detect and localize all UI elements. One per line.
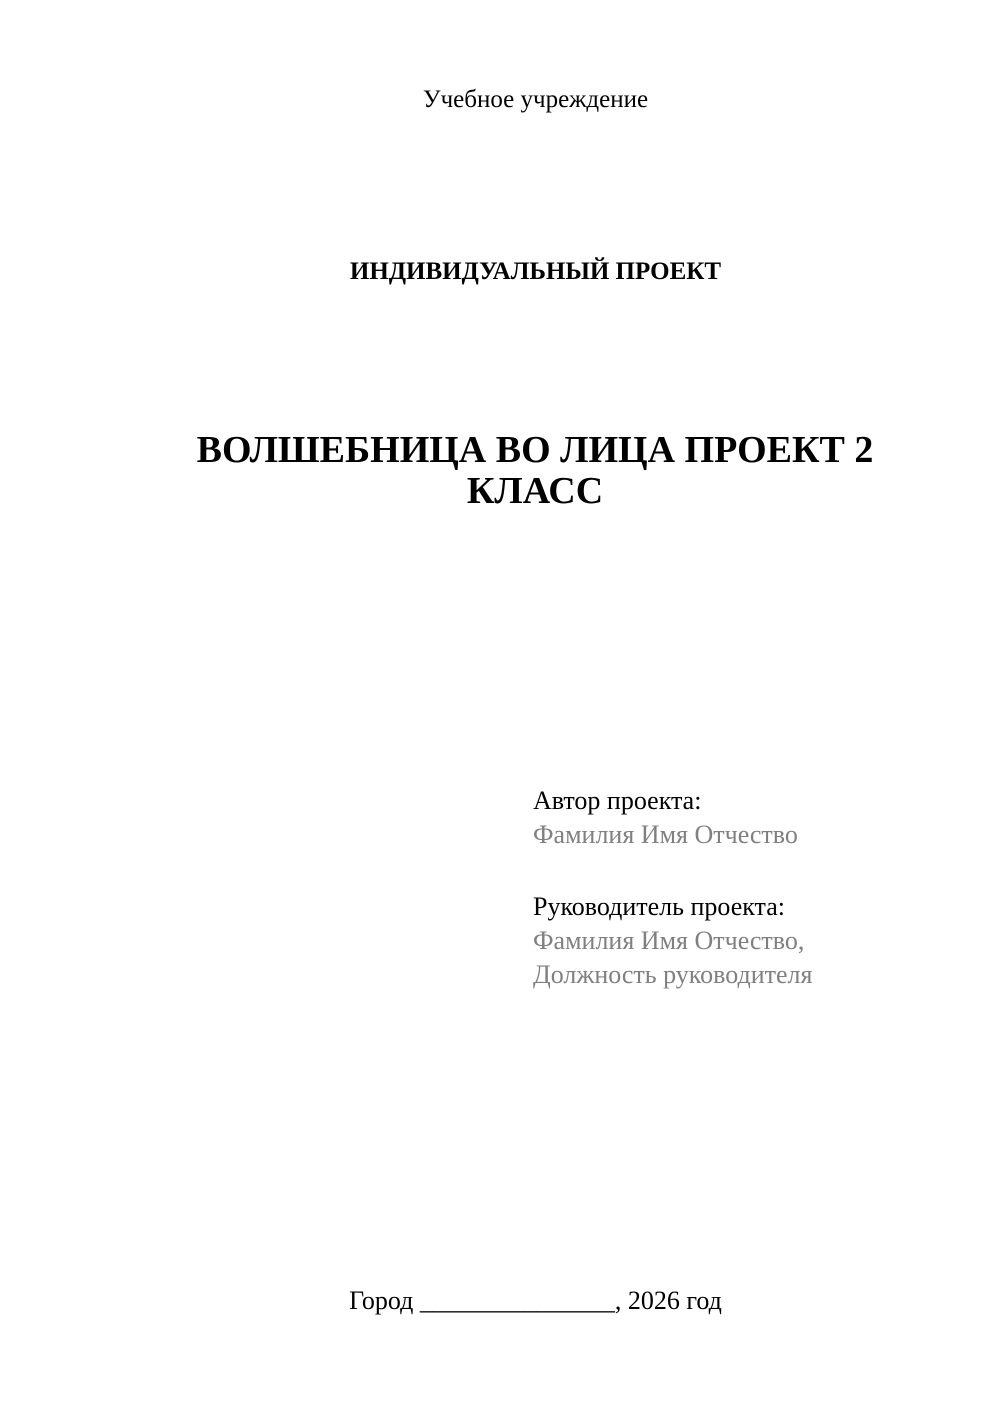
year-text: , 2026 год bbox=[614, 1286, 722, 1315]
project-title-line-1: ВОЛШЕБНИЦА ВО ЛИЦА ПРОЕКТ 2 bbox=[196, 429, 874, 471]
project-title-line-2: КЛАСС bbox=[466, 470, 604, 513]
institution-name: Учебное учреждение bbox=[422, 86, 649, 113]
project-type-heading: ИНДИВИДУАЛЬНЫЙ ПРОЕКТ bbox=[349, 258, 722, 285]
city-label: Город bbox=[349, 1286, 420, 1315]
project-title bbox=[120, 430, 950, 512]
city-year-line bbox=[142, 1285, 929, 1316]
supervisor-position-placeholder: Должность руководителя bbox=[533, 960, 813, 989]
supervisor-name-placeholder: Фамилия Имя Отчество, bbox=[533, 926, 805, 955]
author-label: Автор проекта: bbox=[533, 786, 702, 815]
credits-section bbox=[533, 784, 812, 992]
author-name-placeholder: Фамилия Имя Отчество bbox=[533, 820, 798, 849]
city-blank-line: _______________ bbox=[419, 1286, 615, 1315]
supervisor-label: Руководитель проекта: bbox=[533, 892, 786, 921]
